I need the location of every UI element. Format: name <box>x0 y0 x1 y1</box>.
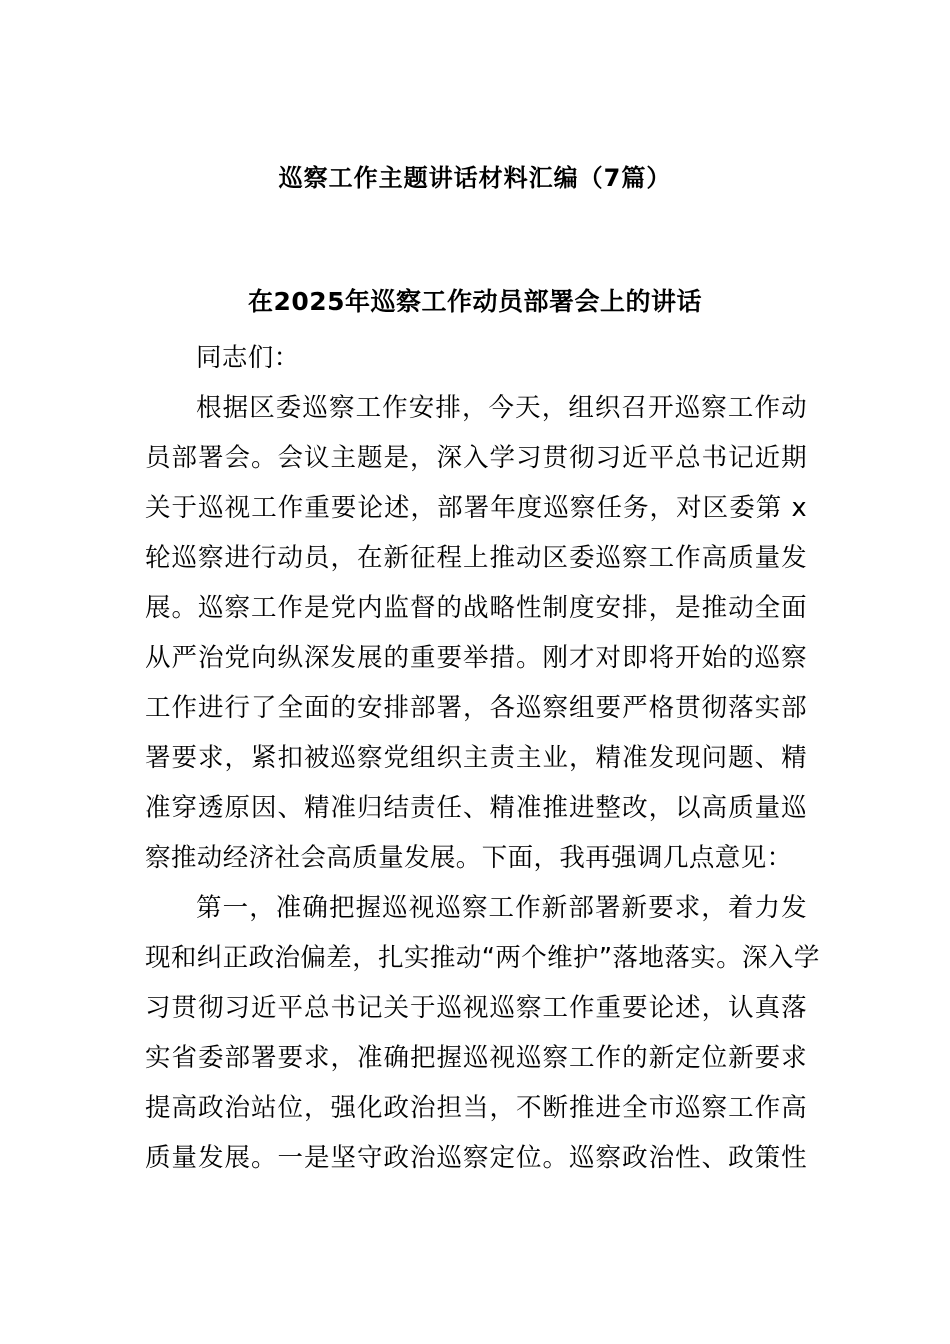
paragraph-line: 实省委部署要求，准确把握巡视巡察工作的新定位新要求 <box>145 1043 807 1073</box>
paragraph-line: 根据区委巡察工作安排，今天，组织召开巡察工作动 <box>196 393 807 423</box>
paragraph-line: 关于巡视工作重要论述，部署年度巡察任务，对区委第 x <box>145 493 807 523</box>
paragraph-line: 署要求，紧扣被巡察党组织主责主业，精准发现问题、精 <box>145 743 807 773</box>
paragraph-line: 员部署会。会议主题是，深入学习贯彻习近平总书记近期 <box>145 443 807 473</box>
paragraph-line: 习贯彻习近平总书记关于巡视巡察工作重要论述，认真落 <box>145 993 807 1023</box>
speech-title: 在2025年巡察工作动员部署会上的讲话 <box>247 287 703 316</box>
paragraph-line: 轮巡察进行动员，在新征程上推动区委巡察工作高质量发 <box>145 543 807 573</box>
document-title: 巡察工作主题讲话材料汇编（7篇） <box>278 164 672 192</box>
paragraph-line: 展。巡察工作是党内监督的战略性制度安排，是推动全面 <box>145 593 807 623</box>
paragraph-line: 从严治党向纵深发展的重要举措。刚才对即将开始的巡察 <box>145 643 807 673</box>
paragraph-line: 提高政治站位，强化政治担当，不断推进全市巡察工作高 <box>145 1093 807 1123</box>
paragraph-line: 第一，准确把握巡视巡察工作新部署新要求，着力发 <box>196 893 807 923</box>
greeting: 同志们： <box>196 343 300 373</box>
paragraph-line: 质量发展。一是坚守政治巡察定位。巡察政治性、政策性 <box>145 1143 807 1173</box>
paragraph-line: 现和纠正政治偏差，扎实推动“两个维护”落地落实。深入学 <box>145 943 820 973</box>
speech-body <box>145 333 820 1183</box>
paragraph-line: 工作进行了全面的安排部署，各巡察组要严格贯彻落实部 <box>145 693 807 723</box>
paragraph-line: 准穿透原因、精准归结责任、精准推进整改，以高质量巡 <box>145 793 807 823</box>
paragraph-line: 察推动经济社会高质量发展。下面，我再强调几点意见： <box>145 843 793 873</box>
